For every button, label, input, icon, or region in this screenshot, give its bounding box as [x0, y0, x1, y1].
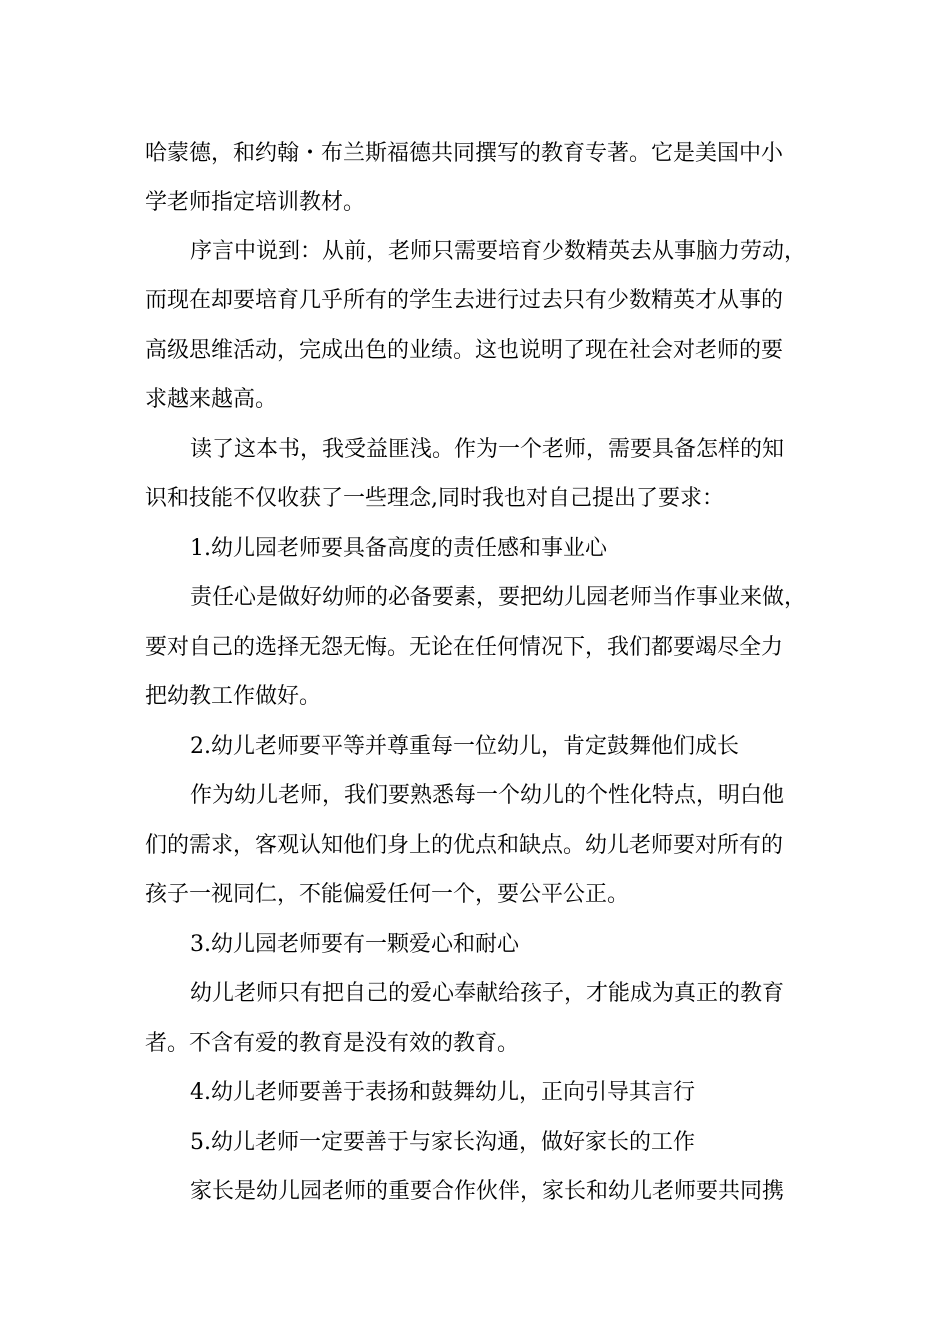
- text-line: 学老师指定培训教材。: [145, 190, 366, 215]
- text-line: 哈蒙德，和约翰・布兰斯福德共同撰写的教育专著。它是美国中小: [145, 141, 784, 166]
- text-line: 作为幼儿老师，我们要熟悉每一个幼儿的个性化特点，明白他: [190, 783, 785, 808]
- text-line: 识和技能不仅收获了一些理念,同时我也对自己提出了要求：: [145, 486, 724, 511]
- numbered-heading: 3.幼儿园老师要有一颗爱心和耐心: [190, 932, 519, 957]
- text-line: 们的需求，客观认知他们身上的优点和缺点。幼儿老师要对所有的: [145, 833, 784, 858]
- text-line: 责任心是做好幼师的必备要素，要把幼儿园老师当作事业来做，: [190, 585, 807, 610]
- numbered-heading: 2.幼儿老师要平等并尊重每一位幼儿，肯定鼓舞他们成长: [190, 734, 739, 759]
- text-line: 把幼教工作做好。: [145, 684, 322, 709]
- text-line: 孩子一视同仁，不能偏爱任何一个，要公平公正。: [145, 882, 630, 907]
- text-line: 幼儿老师只有把自己的爱心奉献给孩子，才能成为真正的教育: [190, 981, 785, 1006]
- text-line: 读了这本书，我受益匪浅。作为一个老师，需要具备怎样的知: [190, 437, 785, 462]
- text-line: 序言中说到：从前，老师只需要培育少数精英去从事脑力劳动，: [190, 239, 807, 264]
- text-line: 者。不含有爱的教育是没有效的教育。: [145, 1031, 520, 1056]
- numbered-heading: 1.幼儿园老师要具备高度的责任感和事业心: [190, 536, 607, 561]
- numbered-heading: 4.幼儿老师要善于表扬和鼓舞幼儿，正向引导其言行: [190, 1080, 695, 1105]
- text-line: 而现在却要培育几乎所有的学生去进行过去只有少数精英才从事的: [145, 288, 784, 313]
- text-line: 高级思维活动，完成出色的业绩。这也说明了现在社会对老师的要: [145, 338, 784, 363]
- text-line: 求越来越高。: [145, 387, 278, 412]
- text-line: 要对自己的选择无怨无悔。无论在任何情况下，我们都要竭尽全力: [145, 635, 784, 660]
- text-line: 家长是幼儿园老师的重要合作伙伴，家长和幼儿老师要共同携: [190, 1179, 785, 1204]
- numbered-heading: 5.幼儿老师一定要善于与家长沟通，做好家长的工作: [190, 1130, 695, 1155]
